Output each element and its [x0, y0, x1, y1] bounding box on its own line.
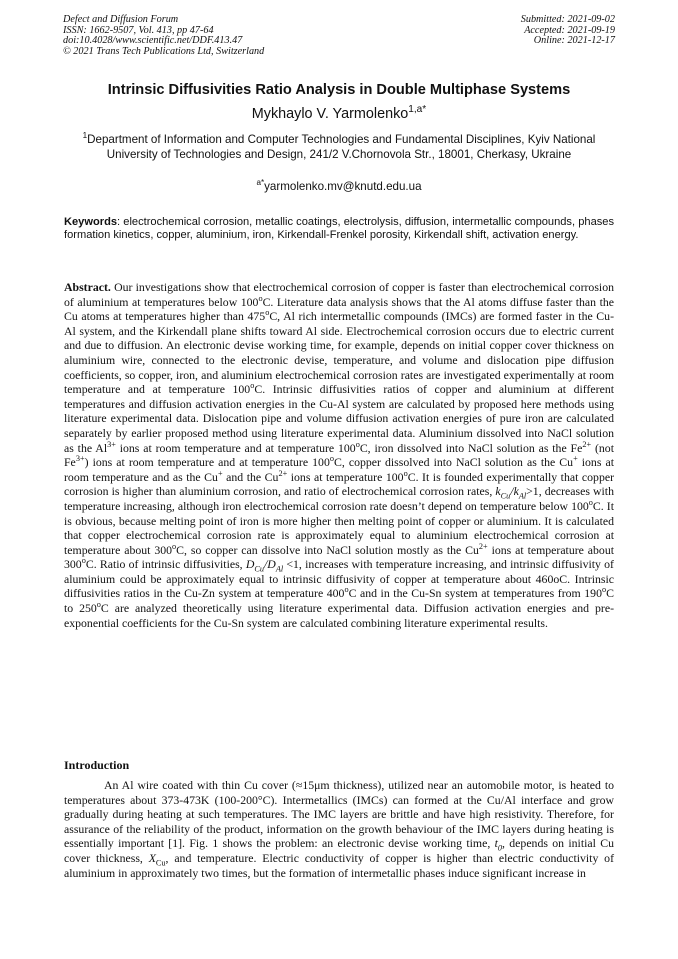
abstract-text: >1, decreases with temperature increasing, although iron electrochemical corrosion rate doesn’t depend on temperature below 100 — [64, 484, 614, 513]
doi-line: doi:10.4028/www.scientific.net/DDF.413.47 — [63, 35, 243, 47]
symbol-k: k — [495, 484, 501, 499]
ion-charge: + — [217, 468, 223, 478]
abstract-text: C are analyzed theoretically using literature experimental data. Diffusion activation energies and pre-exponential coefficients for the Cu-Sn system are calculated combining literature experimental results. — [64, 601, 614, 630]
abstract-text: ions at temperature 100 — [287, 469, 404, 484]
introduction-heading: Introduction — [64, 758, 130, 772]
abstract-text: ions at room temperature and at temperature 100 — [115, 440, 356, 455]
ion-charge: 3+ — [75, 454, 85, 464]
email-address[interactable]: yarmolenko.mv@knutd.edu.ua — [264, 180, 422, 193]
degree-mark: o — [96, 600, 101, 610]
introduction-text: An Al wire coated with thin Cu cover (≈15μm thickness), utilized near an automobile motor, is heated to temperatures about 373-473K (100-200°C). Intermetallics (IMCs) can formed at the Cu/Al interface and grow gradually during heating at such temperatures. The IMC layers are brittle and have high resistivity. Therefore, for assurance of the reliability of the product, information on the growth behaviour of the IMC layers during heating is essentially important [1]. Fig. 1 shows the problem: an electronic devise working time, — [64, 778, 614, 851]
journal-name: Defect and Diffusion Forum — [63, 14, 179, 25]
abstract-text: (not Fe — [64, 440, 614, 470]
abstract-text: C to 250 — [64, 586, 614, 616]
degree-mark: o — [265, 308, 270, 318]
email-mark: a* — [256, 178, 265, 188]
abstract-text: <1, increases with temperature increasing, and intrinsic diffusivity of aluminium could be approximately equal to intrinsic diffusivity of copper at temperature about 460oC. Intrinsic diffusivities ratios in the Cu-Zn system at temperature 400 — [64, 557, 614, 601]
affiliation-mark: 1 — [82, 131, 88, 141]
email-line — [40, 180, 638, 193]
ion-charge: 3+ — [107, 439, 116, 449]
author-name: Mykhaylo V. Yarmolenko — [251, 106, 409, 122]
online-date: Online: 2021-12-17 — [533, 35, 615, 47]
author-line — [40, 106, 638, 122]
introduction-text: , depends on initial Cu cover thickness, — [64, 836, 614, 865]
author-marks: 1,a* — [408, 104, 427, 116]
ion-charge: + — [573, 454, 578, 464]
symbol-subscript: 0 — [497, 843, 503, 853]
degree-mark: o — [81, 556, 86, 566]
abstract-text: C. Intrinsic diffusivities ratios of copper and aluminium at different temperatures and diffusion activation energies in the Cu-Al system are calculated by proposed here methods using literature experimental data. Dislocation pipe and volume diffusion activation energies of pure iron are calculated separately by earlier proposed method using literature experimental data. Aluminium dissolved into NaCl solution as the Al — [64, 382, 614, 455]
degree-mark: o — [355, 439, 360, 449]
copyright-line: © 2021 Trans Tech Publications Ltd, Switzerland — [63, 45, 265, 57]
issn-line: ISSN: 1662-9507, Vol. 413, pp 47-64 — [63, 24, 214, 36]
affiliation — [64, 133, 614, 162]
abstract-text: C. It is founded experimentally that copper corrosion is higher than aluminium corrosion, and ratio of electrochemical corrosion rates, — [64, 469, 615, 499]
introduction-paragraph — [64, 778, 614, 880]
abstract-text: ions at room temperature and as the Cu — [64, 455, 614, 484]
symbol-subscript: Al — [518, 491, 527, 501]
ion-charge: 2+ — [478, 541, 488, 551]
abstract-text: C, iron dissolved into NaCl solution as the Fe — [359, 440, 583, 455]
degree-mark: o — [601, 585, 607, 595]
symbol-subscript: Al — [275, 564, 284, 574]
symbol-d: D — [245, 557, 255, 572]
abstract-text: C, copper dissolved into NaCl solution as the Cu — [333, 455, 574, 470]
abstract-label: Abstract. — [64, 280, 111, 294]
abstract-text: C. Literature data analysis shows that the Al atoms diffuse faster than the Cu atoms at temperatures higher than 475 — [64, 294, 614, 324]
journal-header-left — [63, 15, 264, 57]
affiliation-text: Department of Information and Computer Technologies and Fundamental Disciplines, Kyiv National University of Technologies and Design, 241/2 V.Chornovola Str., 18001, Cherkasy, Ukraine — [87, 133, 596, 161]
symbol-t: t — [494, 836, 498, 851]
symbol-k: /k — [510, 484, 519, 499]
keywords-text: : electrochemical corrosion, metallic coatings, electrolysis, diffusion, intermetallic compounds, phases formation kinetics, copper, aluminium, iron, Kirkendall-Frenkel porosity, Kirkendall shift, activation energy. — [64, 216, 614, 242]
degree-mark: o — [403, 468, 408, 478]
degree-mark: o — [588, 497, 593, 507]
abstract-text: C. Ratio of intrinsic diffusivities, — [85, 557, 246, 572]
ion-charge: 2+ — [582, 439, 592, 449]
abstract-text: Our investigations show that electrochemical corrosion of copper is faster than electrochemical corrosion of aluminium at temperatures below 100 — [64, 280, 614, 309]
symbol-subscript: Cu — [254, 564, 265, 574]
symbol-d: /D — [264, 557, 276, 572]
keywords-paragraph — [64, 216, 614, 243]
symbol-subscript: Cu — [155, 858, 166, 868]
abstract-text: ions at temperature about 300 — [64, 542, 615, 572]
degree-mark: o — [172, 541, 177, 551]
abstract-text: ) ions at room temperature and at temperature 100 — [84, 455, 330, 470]
symbol-x: X — [148, 850, 156, 865]
journal-header-right — [521, 15, 615, 47]
degree-mark: o — [250, 381, 255, 391]
abstract-text: C, so copper can dissolve into NaCl solution mostly as the Cu — [176, 542, 479, 557]
abstract-text: C, Al rich intermetallic compounds (IMCs) are formed faster in the Cu-Al system, and the Kirkendall plane shifts toward Al side. Electrochemical corrosion occurs due to electric current and due to diffusion. An electronic devise working time, for example, depends on initial copper cover thickness on aluminium wire, connected to the electronic devise, temperature, and volume and dislocation pipe diffusion coefficients, so copper, iron, and aluminium electrochemical corrosion rates are investigated experimentally at room temperature and at temperature 100 — [64, 309, 615, 397]
accepted-date: Accepted: 2021-09-19 — [524, 24, 615, 36]
abstract-text: and the Cu — [222, 469, 279, 484]
introduction-text: , and temperature. Electric conductivity of copper is higher than electric conductivity of aluminium in approximately two times, but the formation of intermetallic phases induce significant increase in — [64, 850, 614, 880]
degree-mark: o — [344, 585, 349, 595]
symbol-subscript: Cu — [500, 491, 511, 501]
abstract-text: C and in the Cu-Sn system at temperatures from 190 — [348, 586, 602, 601]
keywords-label: Keywords — [64, 216, 118, 228]
abstract-text: C. It is obvious, because melting point of iron is more higher then melting point of copper or aluminium. It is calculated that copper electrochemical corrosion rate is approximately equal to aluminium electrochemical corrosion at temperature about 300 — [64, 498, 614, 557]
abstract-paragraph — [64, 280, 614, 630]
degree-mark: o — [329, 454, 334, 464]
degree-mark: o — [258, 293, 263, 303]
submitted-date: Submitted: 2021-09-02 — [520, 14, 615, 25]
paper-title: Intrinsic Diffusivities Ratio Analysis in Double Multiphase Systems — [107, 82, 571, 98]
ion-charge: 2+ — [278, 468, 288, 478]
